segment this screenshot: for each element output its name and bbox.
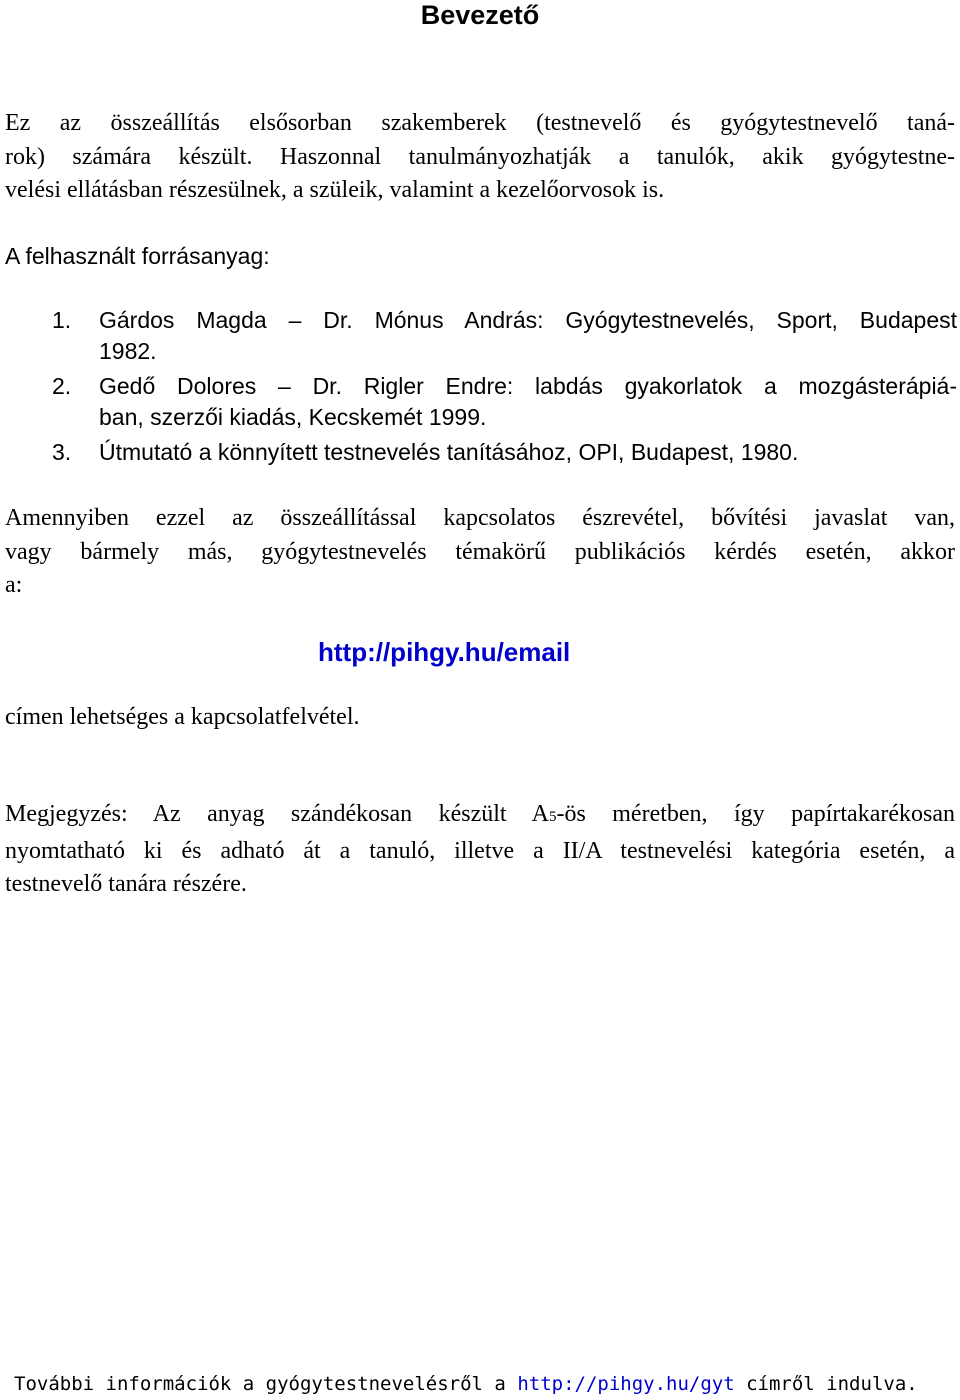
contact-line: vagy bármely más, gyógytestnevelés témakörű publikációs kérdés esetén, akkor — [5, 538, 955, 565]
footer — [14, 1370, 954, 1398]
reference-line: 1982. — [99, 338, 157, 364]
note-line — [5, 798, 955, 835]
reference-line: Gedő Dolores – Dr. Rigler Endre: labdás gyakorlatok a mozgásterápiá- — [99, 373, 957, 399]
note-line: nyomtatható ki és adható át a tanuló, illetve a II/A testnevelési kategória esetén, a — [5, 837, 955, 864]
footer-text: címről indulva. — [734, 1373, 918, 1395]
reference-number: 3. — [52, 439, 72, 465]
note-subscript: 5 — [549, 809, 557, 825]
note-line: testnevelő tanára részére. — [5, 871, 247, 897]
note-text: Megjegyzés: Az anyag szándékosan készült A — [5, 801, 549, 827]
page-title: Bevezető — [420, 0, 540, 30]
reference-line: ban, szerzői kiadás, Kecskemét 1999. — [99, 404, 487, 430]
reference-number: 2. — [52, 373, 72, 399]
footer-link[interactable]: http://pihgy.hu/gyt — [517, 1373, 735, 1395]
contact-outro: címen lehetséges a kapcsolatfelvétel. — [5, 704, 360, 730]
contact-line: a: — [5, 572, 23, 598]
contact-paragraph — [5, 502, 955, 603]
intro-paragraph — [5, 107, 955, 208]
sources-label: A felhasznált forrásanyag: — [5, 243, 270, 269]
contact-line: Amennyiben ezzel az összeállítással kapcsolatos észrevétel, bővítési javaslat van, — [5, 505, 955, 531]
reference-number: 1. — [52, 307, 72, 333]
footer-text: További információk a gyógytestnevelésről a — [14, 1373, 518, 1395]
note-text: -ös méretben, így papírtakarékosan — [556, 801, 955, 827]
intro-line: rok) számára készült. Haszonnal tanulmányozhatják a tanulók, akik gyógytestne- — [5, 143, 955, 170]
intro-line: Ez az összeállítás elsősorban szakemberek (testnevelő és gyógytestnevelő taná- — [5, 110, 955, 136]
email-link[interactable]: http://pihgy.hu/email — [318, 637, 571, 667]
intro-line: velési ellátásban részesülnek, a szüleik, valamint a kezelőorvosok is. — [5, 177, 665, 203]
note-paragraph — [5, 798, 955, 902]
reference-line: Gárdos Magda – Dr. Mónus András: Gyógytestnevelés, Sport, Budapest — [99, 307, 957, 333]
reference-line: Útmutató a könnyített testnevelés tanításához, OPI, Budapest, 1980. — [99, 439, 799, 465]
